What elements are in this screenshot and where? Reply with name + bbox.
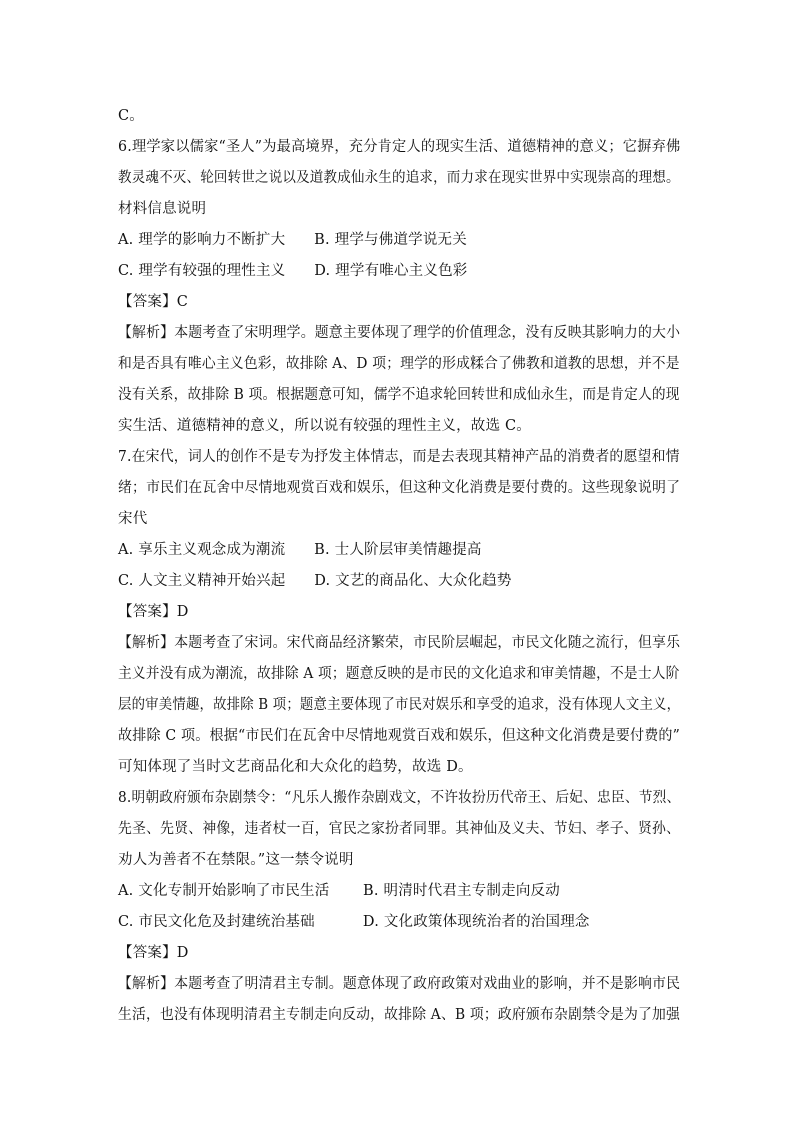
question-8-options: C. 市民文化危及封建统治基础 D. 文化政策体现统治者的治国理念 [118, 914, 590, 930]
question-6-stem: 教灵魂不灭、轮回转世之说以及道教成仙永生的追求，而力求在现实世界中实现崇高的理想。 [118, 170, 680, 186]
question-8-stem: 劝人为善者不在禁限。”这一禁令说明 [118, 852, 354, 868]
question-7-analysis: 主义并没有成为潮流，故排除 A 项；题意反映的是市民的文化追求和审美情趣，不是士人阶 [118, 666, 680, 682]
question-7-analysis: 层的审美情趣，故排除 B 项；题意主要体现了市民对娱乐和享受的追求，没有体现人文主义， [118, 697, 681, 713]
question-6-stem: 材料信息说明 [118, 201, 207, 217]
text-line: C。 [118, 108, 144, 124]
question-7-options: A. 享乐主义观念成为潮流 B. 士人阶层审美情趣提高 [118, 542, 482, 558]
question-8-stem: 先圣、先贤、神像，违者杖一百，官民之家扮者同罪。其神仙及义夫、节妇、孝子、贤孙、 [118, 821, 681, 837]
question-6-answer: 【答案】C [118, 294, 189, 310]
question-7-analysis: 故排除 C 项。根据“市民们在瓦舍中尽情地观赏百戏和娱乐，但这种文化消费是要付费的” [118, 728, 681, 744]
question-6-analysis: 实生活、道德精神的意义，所以说有较强的理性主义，故选 C。 [118, 418, 532, 434]
question-7-options: C. 人文主义精神开始兴起 D. 文艺的商品化、大众化趋势 [118, 573, 512, 589]
question-7-analysis: 可知体现了当时文艺商品化和大众化的趋势，故选 D。 [118, 759, 473, 775]
question-7-stem: 绪；市民们在瓦舍中尽情地观赏百戏和娱乐，但这种文化消费是要付费的。这些现象说明了 [118, 480, 681, 496]
question-6-options: C. 理学有较强的理性主义 D. 理学有唯心主义色彩 [118, 263, 468, 279]
question-6-analysis: 和是否具有唯心主义色彩，故排除 A、D 项；理学的形成糅合了佛教和道教的思想，并不是 [118, 356, 680, 372]
question-7-stem: 宋代 [118, 511, 148, 527]
question-6-analysis: 没有关系，故排除 B 项。根据题意可知，儒学不追求轮回转世和成仙永生，而是肯定人的现 [118, 387, 680, 403]
question-8-options: A. 文化专制开始影响了市民生活 B. 明清时代君主专制走向反动 [118, 883, 560, 899]
document-page [118, 101, 680, 1031]
question-6-stem: 6.理学家以儒家“圣人”为最高境界，充分肯定人的现实生活、道德精神的意义；它摒弃佛 [118, 139, 681, 155]
question-7-answer: 【答案】D [118, 604, 189, 620]
question-6-analysis: 【解析】本题考查了宋明理学。题意主要体现了理学的价值理念，没有反映其影响力的大小 [118, 325, 681, 341]
question-8-analysis: 生活，也没有体现明清君主专制走向反动，故排除 A、B 项；政府颁布杂剧禁令是为了加强 [118, 1007, 681, 1023]
question-8-analysis: 【解析】本题考查了明清君主专制。题意体现了政府政策对戏曲业的影响，并不是影响市民 [118, 976, 681, 992]
question-7-stem: 7.在宋代，词人的创作不是专为抒发主体情志，而是去表现其精神产品的消费者的愿望和情 [118, 449, 680, 465]
question-8-stem: 8.明朝政府颁布杂剧禁令：“凡乐人搬作杂剧戏文，不许妆扮历代帝王、后妃、忠臣、节烈、 [118, 790, 681, 806]
question-6-options: A. 理学的影响力不断扩大 B. 理学与佛道学说无关 [118, 232, 467, 248]
question-7-analysis: 【解析】本题考查了宋词。宋代商品经济繁荣，市民阶层崛起，市民文化随之流行，但享乐 [118, 635, 681, 651]
question-8-answer: 【答案】D [118, 945, 189, 961]
